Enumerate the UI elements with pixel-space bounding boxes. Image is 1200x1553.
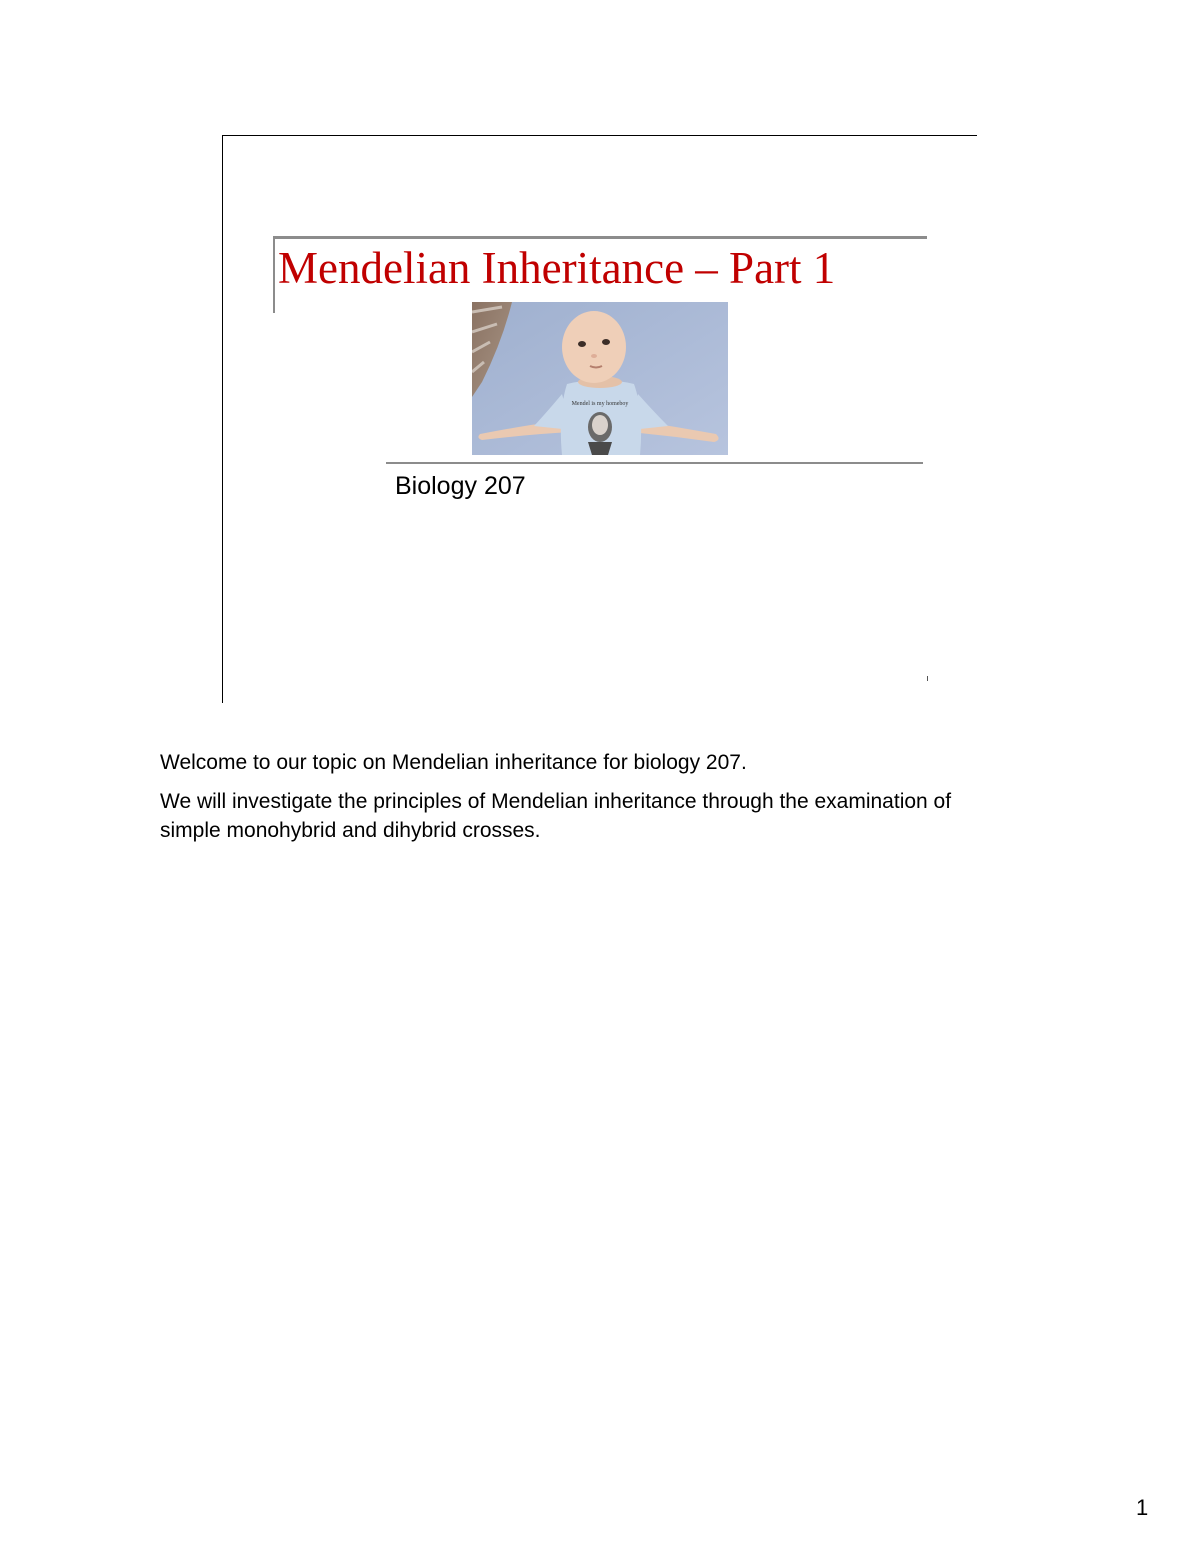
slide-frame-left-border	[222, 135, 223, 703]
notes-paragraph: Welcome to our topic on Mendelian inheritance for biology 207.	[160, 751, 747, 774]
slide-frame-top-border	[222, 135, 977, 136]
title-rule-left	[273, 236, 275, 313]
page-number: 1	[1136, 1495, 1149, 1520]
subtitle-rule	[386, 462, 923, 464]
shirt-caption: Mendel is my homeboy	[571, 401, 629, 407]
speaker-notes	[160, 748, 960, 855]
title-rule-top	[273, 236, 927, 239]
slide-subtitle: Biology 207	[395, 472, 526, 500]
slide-tick-mark	[927, 676, 928, 681]
notes-paragraph: We will investigate the principles of Mendelian inheritance through the examination of simple monohybrid and dihybrid crosses.	[160, 790, 952, 842]
slide-title: Mendelian Inheritance – Part 1	[278, 243, 836, 293]
baby-photo-image	[472, 302, 728, 455]
